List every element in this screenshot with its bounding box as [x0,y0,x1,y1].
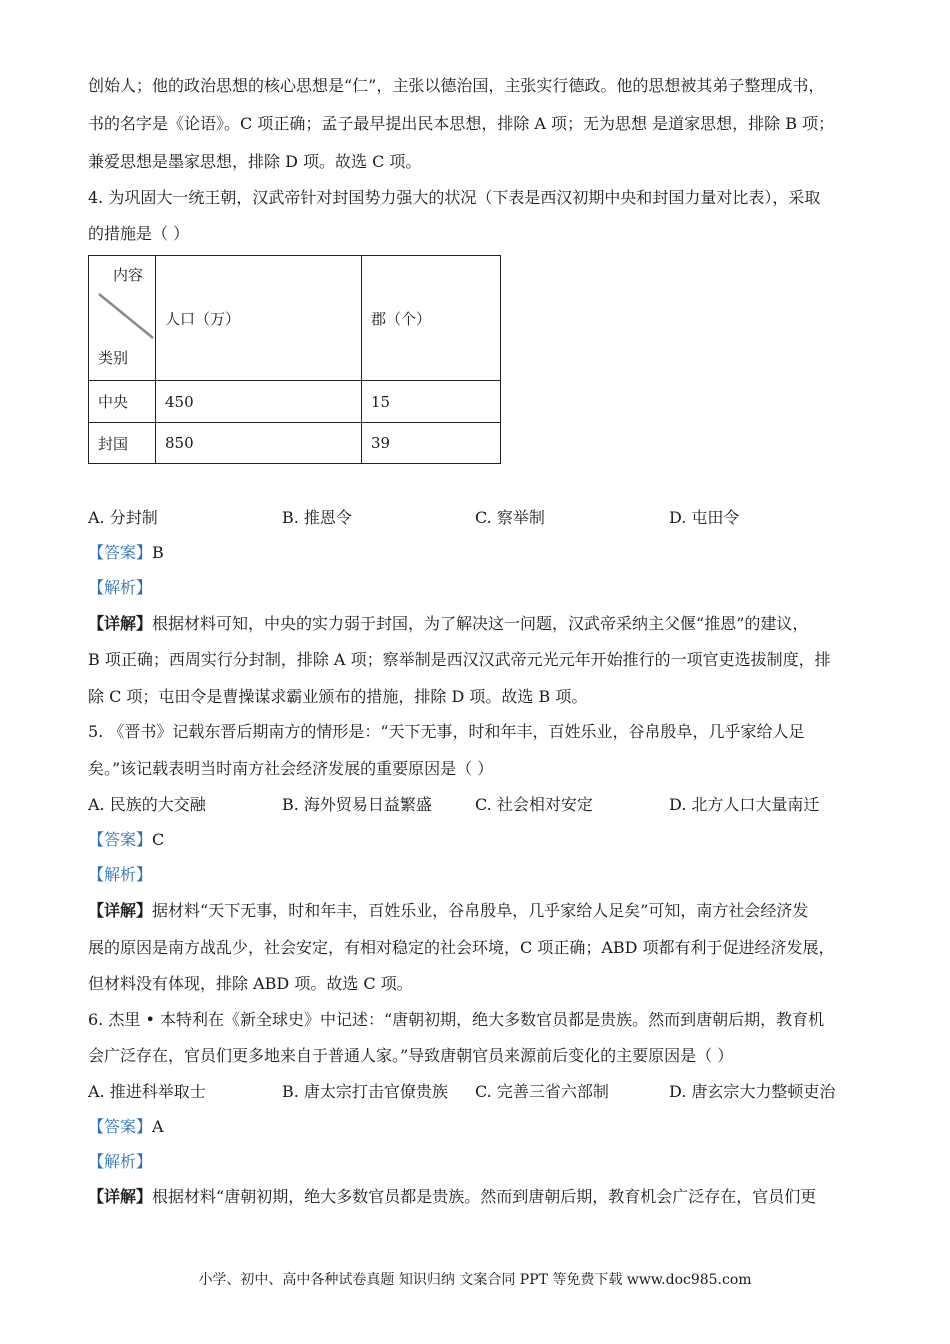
option-c: C. 察举制 [475,508,545,527]
answer-value: A [152,1117,164,1136]
corner-bottom-label: 类别 [98,349,129,367]
table-cell: 封国 [89,423,156,464]
option-c: C. 社会相对安定 [475,795,593,814]
q6-analysis [88,1152,152,1172]
q4-analysis [88,578,152,598]
detail-text: 据材料“天下无事，时和年丰，百姓乐业，谷帛殷阜，几乎家给人足矣”可知，南方社会经济发 [152,901,809,920]
q6-answer [88,1117,164,1137]
q5-detail-cont: 但材料没有体现，排除 ABD 项。故选 C 项。 [88,974,413,993]
detail-tag: 【详解】 [88,1187,153,1206]
detail-tag: 【详解】 [88,614,153,633]
option-d: D. 屯田令 [669,508,740,527]
option-b: B. 海外贸易日益繁盛 [282,795,432,814]
q5-stem: 5. 《晋书》记载东晋后期南方的情形是：“天下无事，时和年丰，百姓乐业，谷帛殷阜，几乎家给人足 [88,722,805,741]
analysis-tag: 【解析】 [88,865,153,884]
analysis-tag: 【解析】 [88,578,153,597]
q4-stem-cont: 的措施是（ ） [88,224,190,243]
option-a: A. 民族的大交融 [88,795,206,814]
option-c: C. 完善三省六部制 [475,1082,609,1101]
detail-text: 根据材料“唐朝初期，绝大多数官员都是贵族。然而到唐朝后期，教育机会广泛存在，官员们更 [152,1187,817,1206]
table-cell: 850 [156,423,362,464]
table-cell: 39 [362,423,501,464]
paragraph-line: 兼爱思想是墨家思想，排除 D 项。故选 C 项。 [88,152,422,171]
option-a: A. 推进科举取士 [88,1082,206,1101]
paragraph-line: 创始人；他的政治思想的核心思想是“仁”，主张以德治国，主张实行德政。他的思想被其弟子整理成书， [88,76,825,95]
analysis-tag: 【解析】 [88,1152,153,1171]
corner-top-label: 内容 [112,266,143,284]
q4-answer [88,543,164,563]
detail-text: 根据材料可知，中央的实力弱于封国，为了解决这一问题，汉武帝采纳主父偃“推恩”的建议， [152,614,809,633]
q6-detail [88,1187,816,1207]
answer-tag: 【答案】 [88,830,153,849]
answer-tag: 【答案】 [88,543,153,562]
option-b: B. 推恩令 [282,508,352,527]
paragraph-line: 书的名字是《论语》。C 项正确；孟子最早提出民本思想，排除 A 项；无为思想 是道家思想，排除 B 项； [88,114,835,133]
q6-stem: 6. 杰里 • 本特利在《新全球史》中记述：“唐朝初期，绝大多数官员都是贵族。然而到唐朝后期，教育机 [88,1010,825,1029]
q4-stem: 4. 为巩固大一统王朝，汉武帝针对封国势力强大的状况（下表是西汉初期中央和封国力量对比表），采取 [88,188,821,207]
table-cell: 中央 [89,381,156,423]
answer-tag: 【答案】 [88,1117,153,1136]
answer-value: C [152,830,165,849]
table-header-cell: 人口（万） [156,256,362,381]
q4-detail-cont: B 项正确；西周实行分封制，排除 A 项；察举制是西汉汉武帝元光元年开始推行的一项官吏选拔制度，排 [88,650,831,669]
q4-detail [88,614,808,634]
table-row [89,423,501,464]
q5-stem-cont: 矣。”该记载表明当时南方社会经济发展的重要原因是（ ） [88,759,494,778]
comparison-table [88,255,501,464]
option-d: D. 唐玄宗大力整顿吏治 [669,1082,836,1101]
page-footer: 小学、初中、高中各种试卷真题 知识归纳 文案合同 PPT 等免费下载 www.doc985.com [198,1272,752,1288]
table-corner-cell [89,256,156,381]
q5-answer [88,830,164,850]
table-cell: 15 [362,381,501,423]
detail-tag: 【详解】 [88,901,153,920]
table-row [89,381,501,423]
q5-detail-cont: 展的原因是南方战乱少，社会安定，有相对稳定的社会环境，C 项正确；ABD 项都有利于促进经济发展， [88,938,835,957]
option-d: D. 北方人口大量南迁 [669,795,820,814]
q4-detail-cont: 除 C 项；屯田令是曹操谋求霸业颁布的措施，排除 D 项。故选 B 项。 [88,687,588,706]
q6-stem-cont: 会广泛存在，官员们更多地来自于普通人家。”导致唐朝官员来源前后变化的主要原因是（ ） [88,1046,734,1065]
option-a: A. 分封制 [88,508,158,527]
answer-value: B [152,543,164,562]
option-b: B. 唐太宗打击官僚贵族 [282,1082,448,1101]
q5-detail [88,901,808,921]
table-cell: 450 [156,381,362,423]
q5-analysis [88,865,152,885]
table-header-cell: 郡（个） [362,256,501,381]
